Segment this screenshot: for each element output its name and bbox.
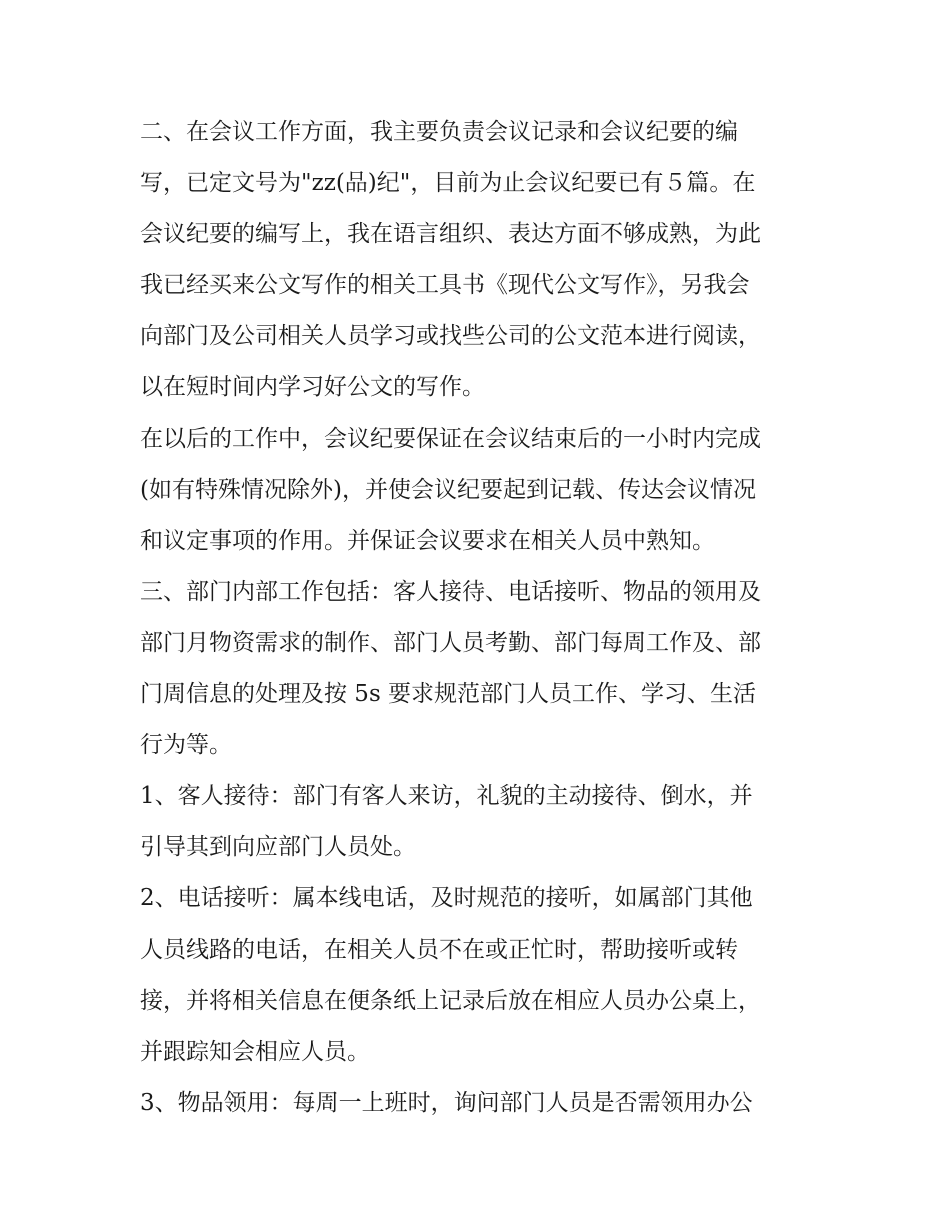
text-line: 门周信息的处理及按 5s 要求规范部门人员工作、学习、生活 bbox=[140, 681, 757, 708]
text-line: 人员线路的电话，在相关人员不在或正忙时，帮助接听或转 bbox=[140, 936, 738, 963]
text-line: 部门月物资需求的制作、部门人员考勤、部门每周工作及、部 bbox=[140, 629, 761, 656]
text-line: 并跟踪知会相应人员。 bbox=[140, 1038, 370, 1065]
text-line: 二、在会议工作方面，我主要负责会议记录和会议纪要的编 bbox=[140, 119, 738, 145]
text-line: 会议纪要的编写上，我在语言组织、表达方面不够成熟，为此 bbox=[140, 221, 761, 248]
text-line: 和议定事项的作用。并保证会议要求在相关人员中熟知。 bbox=[140, 527, 715, 554]
text-line: 写，已定文号为"zz(品)纪"，目前为止会议纪要已有５篇。在 bbox=[140, 170, 756, 197]
text-line: 三、部门内部工作包括：客人接待、电话接听、物品的领用及 bbox=[140, 578, 761, 605]
text-line: 1、客人接待：部门有客人来访，礼貌的主动接待、倒水，并 bbox=[140, 783, 753, 810]
text-line: (如有特殊情况除外)，并使会议纪要起到记载、传达会议情况 bbox=[140, 476, 756, 503]
text-line: 以在短时间内学习好公文的写作。 bbox=[140, 374, 485, 401]
body-text bbox=[140, 107, 820, 1129]
text-line: 接，并将相关信息在便条纸上记录后放在相应人员办公桌上， bbox=[140, 987, 761, 1014]
text-line: 3、物品领用：每周一上班时，询问部门人员是否需领用办公 bbox=[140, 1089, 753, 1116]
text-line: 向部门及公司相关人员学习或找些公司的公文范本进行阅读， bbox=[140, 323, 761, 350]
text-line: 在以后的工作中，会议纪要保证在会议结束后的一小时内完成 bbox=[140, 425, 761, 452]
text-line: 我已经买来公文写作的相关工具书《现代公文写作》，另我会 bbox=[140, 272, 750, 299]
text-line: 引导其到向应部门人员处。 bbox=[140, 834, 416, 861]
text-line: 行为等。 bbox=[140, 732, 232, 759]
text-line: 2、电话接听：属本线电话，及时规范的接听，如属部门其他 bbox=[140, 885, 753, 912]
